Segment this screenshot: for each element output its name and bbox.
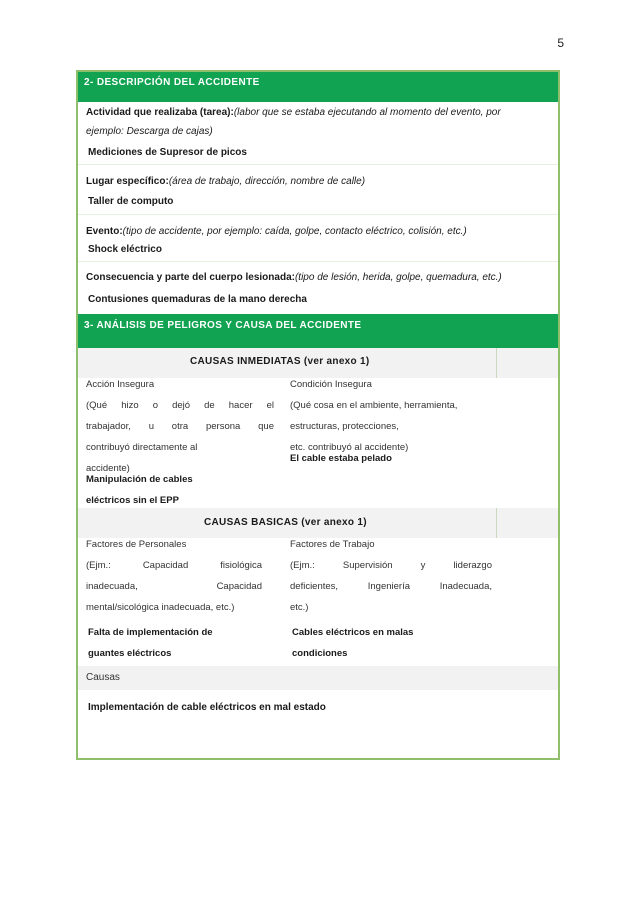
accion-insegura-label: Acción Insegura bbox=[86, 379, 155, 390]
condicion-insegura-desc: (Qué cosa en el ambiente, herramienta, estructuras, protecciones, etc. contribuyó al accidente) bbox=[290, 400, 458, 453]
actividad-label: Actividad que realizaba (tarea):(labor que se estaba ejecutando al momento del evento, por bbox=[86, 107, 501, 118]
cell-divider bbox=[496, 508, 497, 538]
causas-band bbox=[78, 666, 558, 690]
accident-form bbox=[76, 70, 560, 760]
factores-trabajo-label: Factores de Trabajo bbox=[290, 539, 375, 550]
evento-hint: (tipo de accidente, por ejemplo: caída, golpe, contacto eléctrico, colisión, etc.) bbox=[122, 226, 467, 237]
section-3-header bbox=[78, 314, 558, 348]
divider bbox=[78, 214, 558, 215]
lugar-value: Taller de computo bbox=[88, 196, 174, 207]
consecuencia-hint: (tipo de lesión, herida, golpe, quemadura, etc.) bbox=[294, 272, 502, 283]
lugar-label: Lugar específico:(área de trabajo, dirección, nombre de calle) bbox=[86, 176, 366, 187]
evento-value: Shock eléctrico bbox=[88, 244, 162, 255]
cell-divider bbox=[496, 348, 497, 378]
accion-insegura-value: Manipulación de cables eléctricos sin el EPP bbox=[86, 474, 193, 506]
causas-basicas-title: CAUSAS BASICAS (ver anexo 1) bbox=[204, 517, 367, 528]
section-3-title: 3- ANÁLISIS DE PELIGROS Y CAUSA DEL ACCIDENTE bbox=[84, 320, 362, 331]
divider bbox=[78, 164, 558, 165]
section-2-header bbox=[78, 72, 558, 102]
divider bbox=[78, 261, 558, 262]
actividad-hint: (labor que se estaba ejecutando al momento del evento, por bbox=[233, 107, 501, 118]
page-number: 5 bbox=[557, 36, 564, 50]
factores-trabajo-desc: (Ejm.: Supervisión y liderazgo deficientes, Ingeniería Inadecuada, etc.) bbox=[290, 560, 492, 613]
causas-label: Causas bbox=[86, 672, 120, 683]
consecuencia-label: Consecuencia y parte del cuerpo lesionada:(tipo de lesión, herida, golpe, quemadura, etc.) bbox=[86, 272, 502, 283]
factores-personales-label: Factores de Personales bbox=[86, 539, 187, 550]
actividad-value: Mediciones de Supresor de picos bbox=[88, 147, 247, 158]
section-2-title: 2- DESCRIPCIÓN DEL ACCIDENTE bbox=[84, 77, 260, 88]
accion-insegura-desc: (Qué hizo o dejó de hacer el trabajador, u otra persona que contribuyó directamente al accidente) bbox=[86, 400, 274, 474]
lugar-hint: (área de trabajo, dirección, nombre de calle) bbox=[168, 176, 366, 187]
consecuencia-value: Contusiones quemaduras de la mano derecha bbox=[88, 294, 307, 305]
causas-inmediatas-title: CAUSAS INMEDIATAS (ver anexo 1) bbox=[190, 356, 370, 367]
condicion-insegura-label: Condición Insegura bbox=[290, 379, 372, 390]
factores-trabajo-value: Cables eléctricos en malas condiciones bbox=[292, 627, 414, 659]
causas-value: Implementación de cable eléctricos en mal estado bbox=[88, 702, 326, 713]
factores-personales-value: Falta de implementación de guantes eléctricos bbox=[88, 627, 213, 659]
factores-personales-desc: (Ejm.: Capacidad fisiológica inadecuada, Capacidad mental/sicológica inadecuada, etc.) bbox=[86, 560, 262, 613]
evento-label: Evento:(tipo de accidente, por ejemplo: caída, golpe, contacto eléctrico, colisión, etc.) bbox=[86, 226, 467, 237]
actividad-hint-cont: ejemplo: Descarga de cajas) bbox=[86, 126, 213, 137]
condicion-insegura-value: El cable estaba pelado bbox=[290, 453, 392, 464]
